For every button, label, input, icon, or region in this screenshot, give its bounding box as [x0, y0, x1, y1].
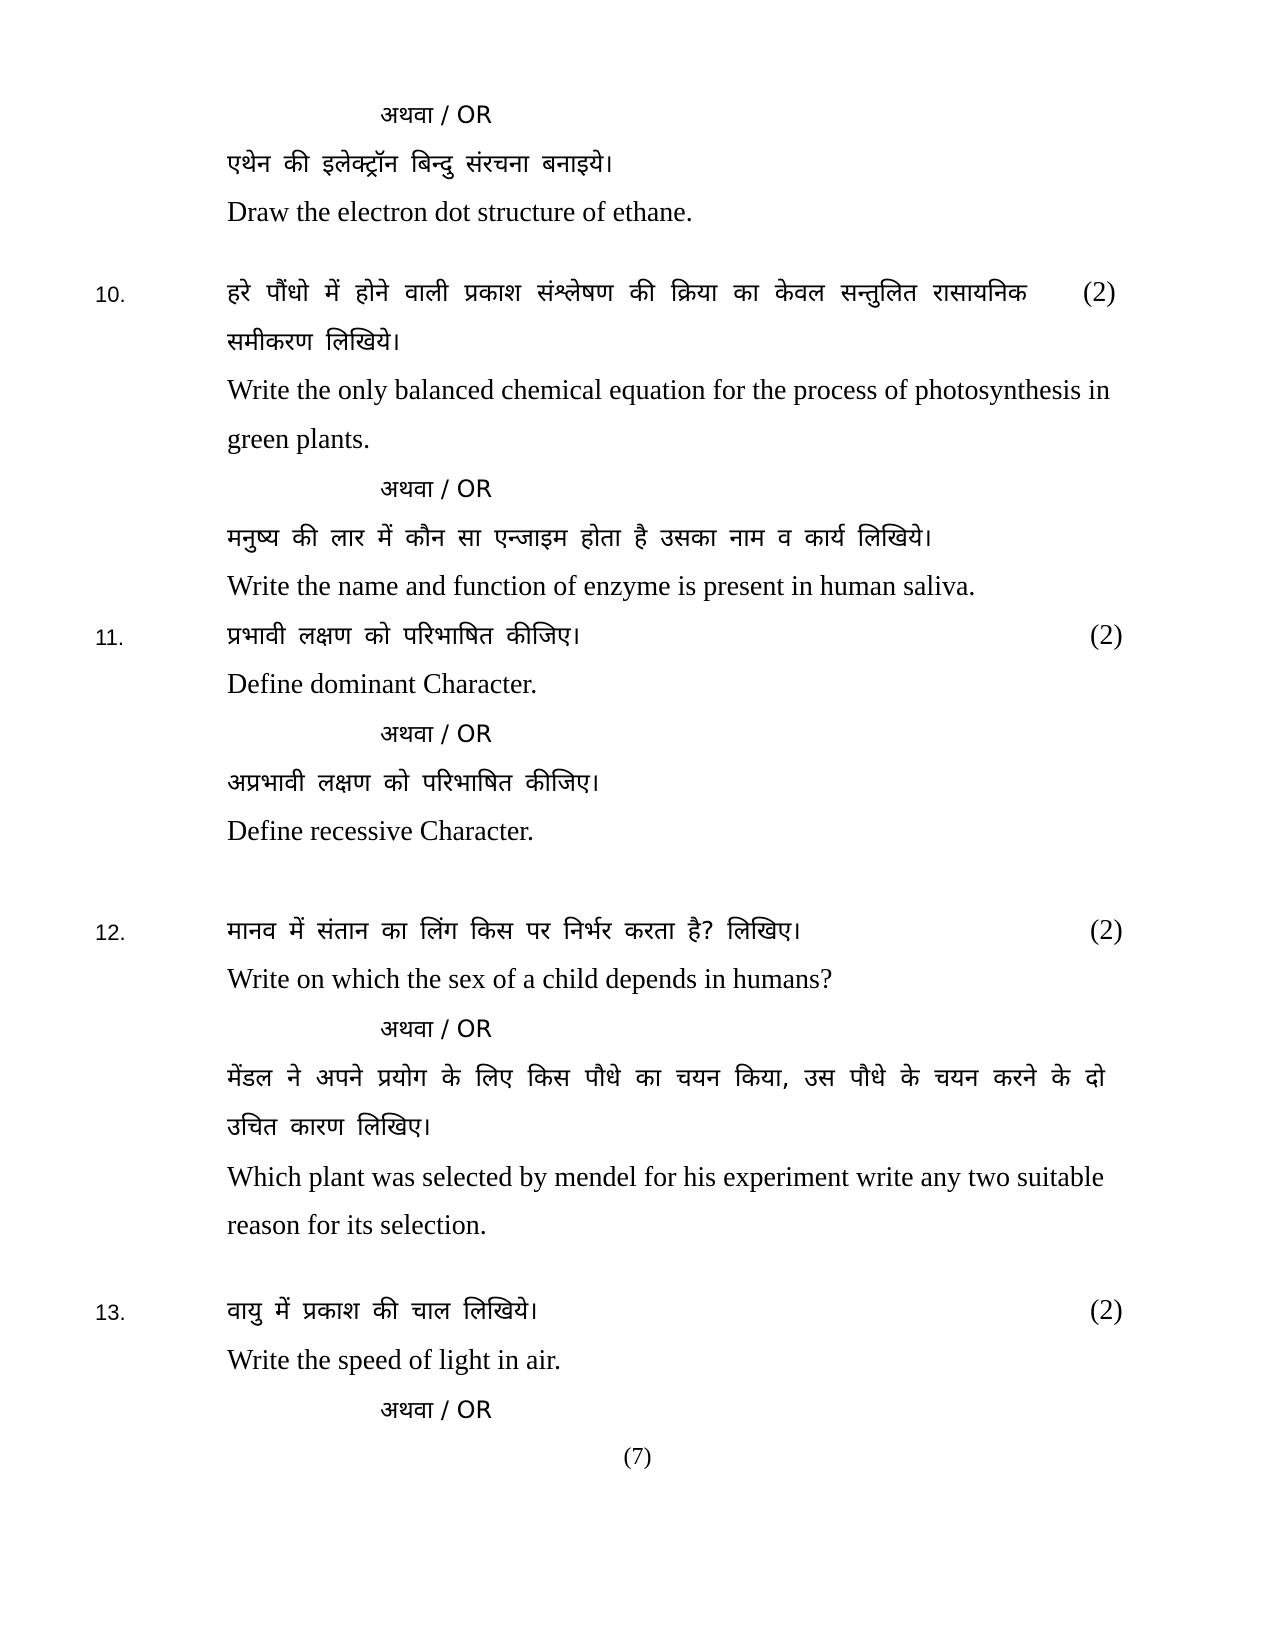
- question-11-hindi-line1: प्रभावी लक्षण को परिभाषित कीजिए।: [227, 621, 581, 650]
- question-12-alt-english-line1: Which plant was selected by mendel for his experiment write any two suitable: [227, 1162, 1105, 1193]
- question-10-marks: (2): [1083, 277, 1116, 308]
- question-10-hindi-line1: हरे पौंधो में होने वाली प्रकाश संश्लेषण की क्रिया का केवल सन्तुलित रासायनिक: [227, 278, 1027, 307]
- question-12-alt-english-line2: reason for its selection.: [227, 1210, 487, 1241]
- question-13-marks: (2): [1090, 1295, 1123, 1326]
- question-number-12: 12.: [95, 920, 126, 945]
- question-12-marks: (2): [1090, 915, 1123, 946]
- question-12-hindi-line1: मानव में संतान का लिंग किस पर निर्भर करता है? लिखिए।: [227, 916, 801, 945]
- question-english-text: Draw the electron dot structure of ethane.: [227, 197, 693, 228]
- question-10-english-line2: green plants.: [227, 424, 371, 455]
- question-10-alt-hindi: मनुष्य की लार में कौन सा एन्जाइम होता है उसका नाम व कार्य लिखिये।: [227, 523, 932, 552]
- or-label: अथवा / OR: [380, 101, 493, 129]
- question-10-hindi-line2: समीकरण लिखिये।: [227, 327, 401, 356]
- question-11-english-line1: Define dominant Character.: [227, 669, 538, 700]
- question-13-hindi-line1: वायु में प्रकाश की चाल लिखिये।: [227, 1296, 538, 1325]
- or-label: अथवा / OR: [380, 720, 493, 748]
- question-12-alt-hindi-line2: उचित कारण लिखिए।: [227, 1112, 431, 1141]
- question-number-11: 11.: [95, 625, 124, 650]
- question-11-marks: (2): [1090, 620, 1123, 651]
- question-12-alt-hindi-line1: मेंडल ने अपने प्रयोग के लिए किस पौधे का चयन किया, उस पौधे के चयन करने के दो: [227, 1063, 1105, 1092]
- question-13-english-line1: Write the speed of light in air.: [227, 1345, 562, 1376]
- question-10-english-line1: Write the only balanced chemical equation for the process of photosynthesis in: [227, 375, 1110, 406]
- question-12-english-line1: Write on which the sex of a child depends in humans?: [227, 964, 833, 995]
- question-hindi-text: एथेन की इलेक्ट्रॉन बिन्दु संरचना बनाइये।: [227, 149, 613, 178]
- question-number-10: 10.: [95, 282, 126, 307]
- or-label: अथवा / OR: [380, 1015, 493, 1043]
- page-number: (7): [623, 1444, 652, 1470]
- question-number-13: 13.: [95, 1300, 126, 1325]
- or-label: अथवा / OR: [380, 1396, 493, 1424]
- question-11-alt-english: Define recessive Character.: [227, 816, 535, 847]
- or-label: अथवा / OR: [380, 475, 493, 503]
- question-11-alt-hindi: अप्रभावी लक्षण को परिभाषित कीजिए।: [227, 768, 600, 797]
- question-10-alt-english: Write the name and function of enzyme is present in human saliva.: [227, 571, 976, 602]
